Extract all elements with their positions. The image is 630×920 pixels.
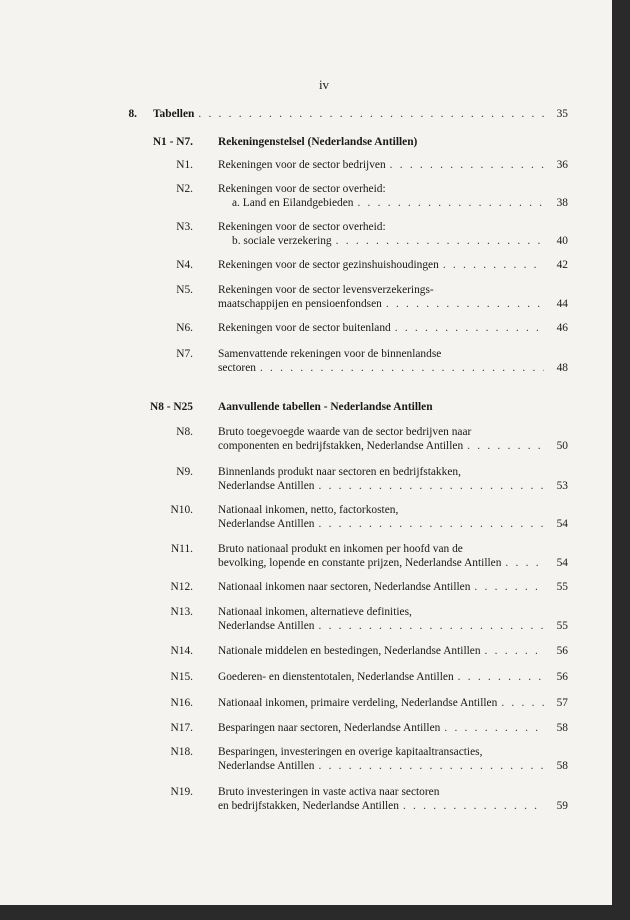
entry-title: Rekeningen voor de sector overheid: — [218, 183, 386, 195]
dot-leader — [318, 517, 544, 531]
dot-leader — [403, 799, 544, 813]
entry-page: 55 — [556, 581, 568, 593]
dot-leader — [260, 361, 544, 375]
entry-page: 53 — [556, 480, 568, 492]
entry-title-continued: bevolking, lopende en constante prijzen, Nederlandse Antillen — [218, 557, 502, 569]
entry-page: 36 — [556, 159, 568, 171]
entry-title: Binnenlands produkt naar sectoren en bedrijfstakken, — [218, 466, 461, 478]
entry-number: N6. — [176, 322, 193, 334]
entry-page: 50 — [556, 440, 568, 452]
entry-number: N10. — [170, 504, 193, 516]
dot-leader — [318, 759, 544, 773]
entry-title-continued: sectoren — [218, 362, 256, 374]
entry-title-continued: Nederlandse Antillen — [218, 518, 315, 530]
dot-leader — [467, 439, 544, 453]
dot-leader — [505, 556, 544, 570]
section-title: Aanvullende tabellen - Nederlandse Antillen — [218, 401, 433, 413]
entry-page: 46 — [556, 322, 568, 334]
dot-leader — [198, 107, 544, 121]
entry-number: N12. — [170, 581, 193, 593]
entry-page: 54 — [556, 557, 568, 569]
entry-number: N14. — [170, 645, 193, 657]
entry-page: 56 — [556, 645, 568, 657]
entry-title-continued: Nederlandse Antillen — [218, 620, 315, 632]
entry-title-continued: a. Land en Eilandgebieden — [232, 197, 354, 209]
entry-title: Rekeningen voor de sector levensverzekerings- — [218, 284, 434, 296]
entry-number: N1. — [176, 159, 193, 171]
section-range: N1 - N7. — [152, 136, 193, 148]
dot-leader — [444, 721, 544, 735]
entry-number: N13. — [170, 606, 193, 618]
entry-page: 55 — [556, 620, 568, 632]
entry-page: 48 — [556, 362, 568, 374]
entry-title: Bruto investeringen in vaste activa naar sectoren — [218, 786, 440, 798]
dot-leader — [357, 196, 544, 210]
dot-leader — [501, 696, 544, 710]
entry-number: N17. — [170, 722, 193, 734]
entry-title: Rekeningen voor de sector bedrijven — [218, 159, 386, 171]
entry-title: Rekeningen voor de sector buitenland — [218, 322, 391, 334]
entry-page: 59 — [556, 800, 568, 812]
dot-leader — [485, 644, 544, 658]
entry-title: Rekeningen voor de sector overheid: — [218, 221, 386, 233]
entry-title: Rekeningen voor de sector gezinshuishoudingen — [218, 259, 439, 271]
entry-number: N3. — [176, 221, 193, 233]
dot-leader — [443, 258, 544, 272]
entry-title: Bruto toegevoegde waarde van de sector bedrijven naar — [218, 426, 472, 438]
entry-title: Nationaal inkomen, primaire verdeling, Nederlandse Antillen — [218, 697, 498, 709]
entry-title-continued: Nederlandse Antillen — [218, 480, 315, 492]
entry-number: N16. — [170, 697, 193, 709]
entry-title: Nationaal inkomen, alternatieve definities, — [218, 606, 412, 618]
entry-number: N19. — [170, 786, 193, 798]
dot-leader — [386, 297, 544, 311]
entry-page: 56 — [556, 671, 568, 683]
dot-leader — [395, 321, 544, 335]
entry-number: N4. — [176, 259, 193, 271]
entry-number: N2. — [176, 183, 193, 195]
entry-number: N7. — [176, 348, 193, 360]
entry-page: 44 — [556, 298, 568, 310]
entry-title: Besparingen, investeringen en overige kapitaaltransacties, — [218, 746, 483, 758]
chapter-title: Tabellen — [153, 108, 195, 120]
chapter-page: 35 — [556, 108, 568, 120]
entry-title: Besparingen naar sectoren, Nederlandse Antillen — [218, 722, 441, 734]
dot-leader — [474, 580, 544, 594]
entry-number: N8. — [176, 426, 193, 438]
entry-title-continued: componenten en bedrijfstakken, Nederlandse Antillen — [218, 440, 464, 452]
entry-title-continued: Nederlandse Antillen — [218, 760, 315, 772]
dot-leader — [318, 619, 544, 633]
entry-number: N11. — [170, 543, 193, 555]
entry-title: Nationale middelen en bestedingen, Nederlandse Antillen — [218, 645, 481, 657]
entry-page: 42 — [556, 259, 568, 271]
page-number: iv — [318, 77, 330, 92]
entry-page: 57 — [556, 697, 568, 709]
section-range: N8 - N25 — [149, 401, 193, 413]
entry-title: Nationaal inkomen, netto, factorkosten, — [218, 504, 399, 516]
entry-title: Bruto nationaal produkt en inkomen per hoofd van de — [218, 543, 463, 555]
entry-title: Goederen- en dienstentotalen, Nederlandse Antillen — [218, 671, 454, 683]
dot-leader — [318, 479, 544, 493]
entry-title-continued: b. sociale verzekering — [232, 235, 332, 247]
section-title: Rekeningenstelsel (Nederlandse Antillen) — [218, 136, 418, 148]
dot-leader — [336, 234, 544, 248]
chapter-number: 8. — [128, 108, 137, 120]
entry-title: Samenvattende rekeningen voor de binnenlandse — [218, 348, 442, 360]
entry-title-continued: maatschappijen en pensioenfondsen — [218, 298, 382, 310]
dot-leader — [390, 158, 544, 172]
dot-leader — [458, 670, 544, 684]
entry-title-continued: en bedrijfstakken, Nederlandse Antillen — [218, 800, 399, 812]
entry-title: Nationaal inkomen naar sectoren, Nederlandse Antillen — [218, 581, 471, 593]
entry-number: N18. — [170, 746, 193, 758]
entry-page: 58 — [556, 722, 568, 734]
entry-page: 38 — [556, 197, 568, 209]
entry-number: N9. — [176, 466, 193, 478]
entry-page: 58 — [556, 760, 568, 772]
entry-number: N15. — [170, 671, 193, 683]
entry-page: 40 — [556, 235, 568, 247]
entry-page: 54 — [556, 518, 568, 530]
entry-number: N5. — [176, 284, 193, 296]
